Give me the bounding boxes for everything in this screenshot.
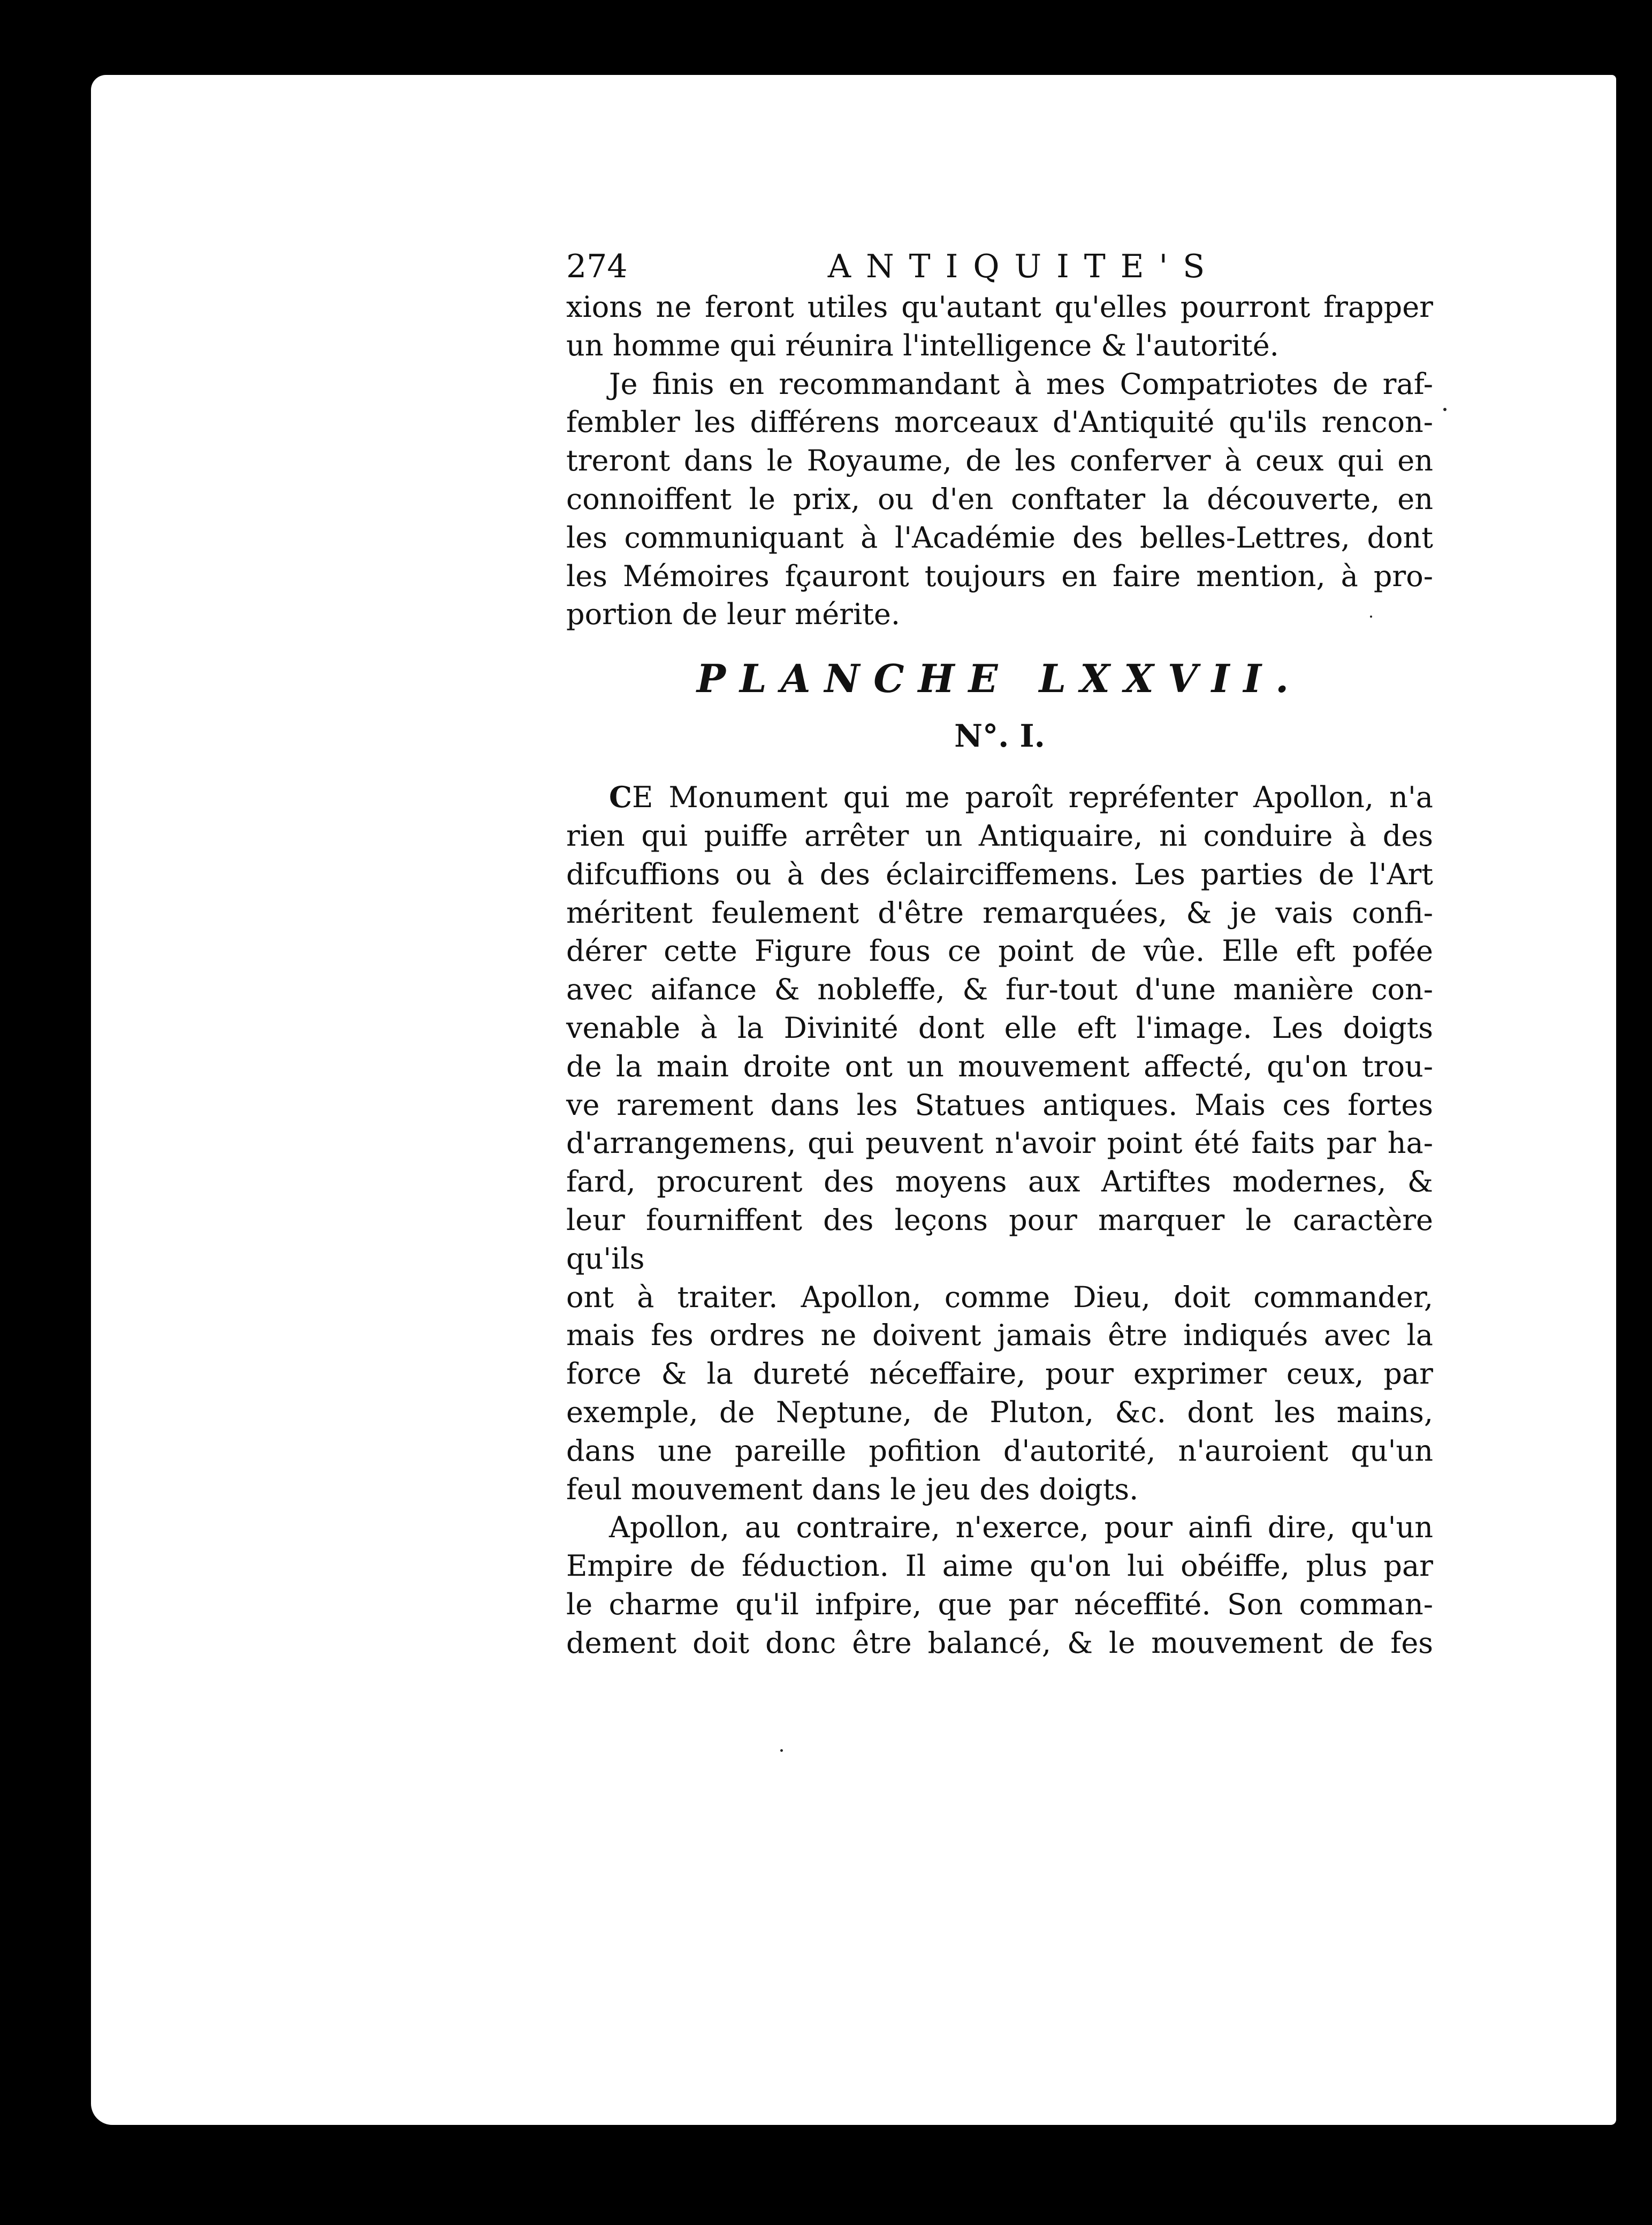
text-line: treront dans le Royaume, de les conferver à ceux qui en [566, 444, 1433, 478]
running-head [566, 245, 1433, 288]
text-line: xions ne feront utiles qu'autant qu'elles pourront frapper [566, 290, 1433, 324]
text-line: venable à la Divinité dont elle eft l'image. Les doigts [566, 1011, 1433, 1045]
plate-heading: PLANCHE LXXVII. [696, 656, 1303, 702]
running-title: ANTIQUITE'S [827, 248, 1220, 285]
text-line: force & la dureté néceffaire, pour exprimer ceux, par [566, 1357, 1433, 1391]
text-line: difcuffions ou à des éclairciffemens. Les parties de l'Art [566, 857, 1433, 891]
text-line: feul mouvement dans le jeu des doigts. [566, 1472, 1139, 1506]
text-line: leur fourniffent des leçons pour marquer le caractère qu'ils [566, 1203, 1433, 1275]
text-line: les Mémoires fçauront toujours en faire mention, à pro- [566, 559, 1433, 593]
text-line: dans une pareille pofition d'autorité, n'auroient qu'un [566, 1433, 1433, 1468]
text-line: Empire de féduction. Il aime qu'on lui obéiffe, plus par [566, 1549, 1433, 1583]
text-line: de la main droite ont un mouvement affecté, qu'on trou- [566, 1049, 1433, 1083]
text-line: portion de leur mérite. [566, 597, 901, 632]
text-line: rien qui puiffe arrêter un Antiquaire, ni conduire à des [566, 818, 1433, 853]
page-number: 274 [566, 248, 628, 285]
paragraph-3 [566, 778, 1433, 1508]
paragraph-2 [566, 365, 1433, 634]
text-line: exemple, de Neptune, de Pluton, &c. dont les mains, [566, 1395, 1433, 1429]
text-line: dérer cette Figure fous ce point de vûe. Elle eft pofée [566, 934, 1433, 968]
text-line: ve rarement dans les Statues antiques. Mais ces fortes [566, 1088, 1433, 1122]
text-line: fard, procurent des moyens aux Artiftes modernes, & [566, 1165, 1433, 1199]
text-line: Je finis en recommandant à mes Compatriotes de raf- [609, 367, 1433, 401]
text-line: dement doit donc être balancé, & le mouvement de fes [566, 1626, 1433, 1660]
text-line: Apollon, au contraire, n'exerce, pour ainfi dire, qu'un [609, 1510, 1433, 1545]
drop-capital: C [609, 780, 632, 815]
text-line: fembler les différens morceaux d'Antiquité qu'ils rencon- [566, 405, 1433, 439]
plate-number: N°. I. [954, 718, 1045, 755]
text-block [566, 245, 1433, 1662]
text-line: le charme qu'il infpire, que par néceffité. Son comman- [566, 1587, 1433, 1621]
paragraph-1 [566, 288, 1433, 365]
text-line: mais fes ordres ne doivent jamais être indiqués avec la [566, 1318, 1433, 1353]
text-line: méritent feulement d'être remarquées, & je vais confi- [566, 895, 1433, 930]
ink-speck [1443, 408, 1447, 411]
ink-speck [780, 1749, 783, 1752]
text-line: un homme qui réunira l'intelligence & l'autorité. [566, 328, 1279, 362]
text-line [566, 778, 1433, 817]
text-line: les communiquant à l'Académie des belles-Lettres, dont [566, 520, 1433, 555]
text-line: d'arrangemens, qui peuvent n'avoir point été faits par ha- [566, 1126, 1433, 1160]
paragraph-4 [566, 1508, 1433, 1662]
text-line: connoiffent le prix, ou d'en conftater la découverte, en [566, 482, 1433, 516]
text-line: ont à traiter. Apollon, comme Dieu, doit commander, [566, 1280, 1433, 1314]
text-line: avec aifance & nobleffe, & fur-tout d'une manière con- [566, 973, 1433, 1007]
text-line-rest: E Monument qui me paroît repréfenter Apollon, n'a [631, 780, 1433, 815]
page-edge [1608, 86, 1616, 2114]
